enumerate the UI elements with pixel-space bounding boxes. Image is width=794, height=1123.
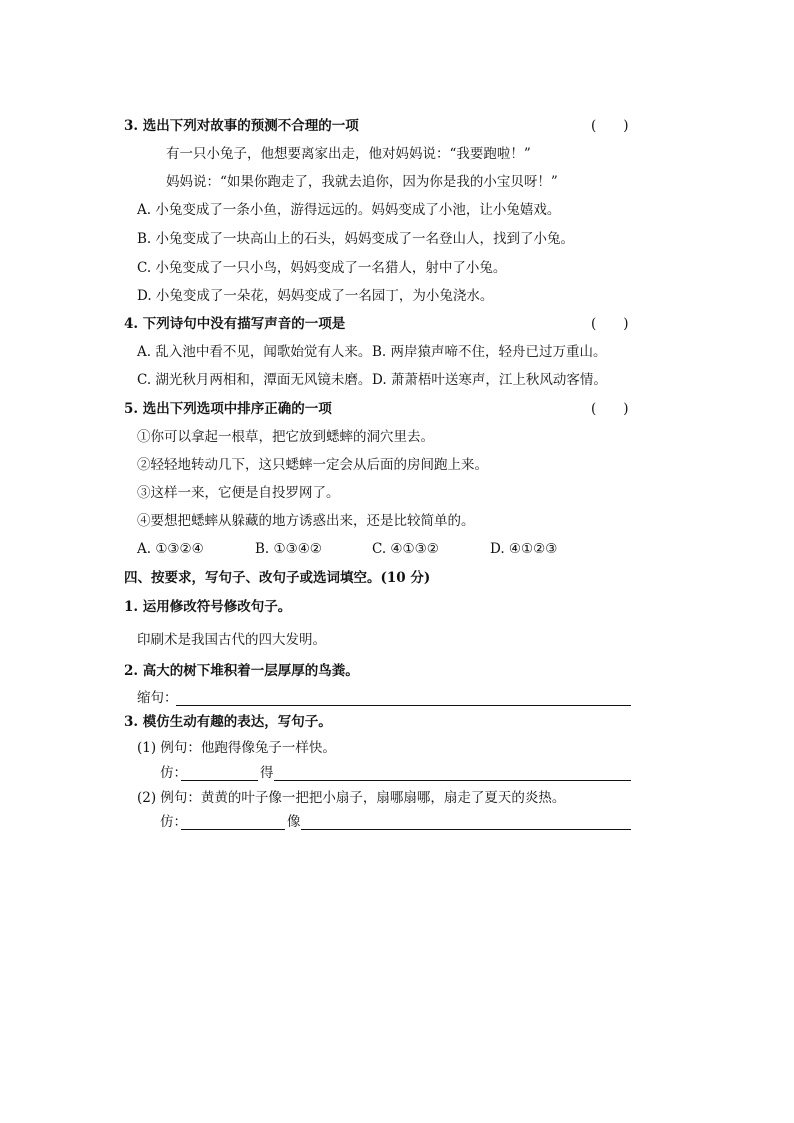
section-4-heading: 四、按要求，写句子、改句子或选词填空。(10 分) (124, 570, 431, 586)
s4-q3-example-2: (2) 例句：黄黄的叶子像一把把小扇子，扇哪扇哪，扇走了夏天的炎热。 (137, 790, 566, 806)
q4-option-a[interactable]: A. 乱入池中看不见，闻歌始觉有人来。 (137, 344, 372, 360)
q5-option-d[interactable]: D. ④①②③ (490, 541, 558, 557)
s4-q1-stem: 1. 运用修改符号修改句子。 (124, 599, 292, 615)
s4-q2-answer-line[interactable] (176, 689, 631, 706)
s4-q2-stem: 2. 高大的树下堆积着一层厚厚的鸟粪。 (124, 663, 359, 679)
q3-story-line-1: 有一只小兔子，他想要离家出走，他对妈妈说：“我要跑啦！” (166, 146, 531, 162)
s4-q1-sentence[interactable]: 印刷术是我国古代的四大发明。 (137, 632, 326, 648)
s4-q3-blank-1a[interactable] (181, 764, 258, 781)
q3-stem: 3. 选出下列对故事的预测不合理的一项 (124, 118, 359, 134)
q3-story-line-2: 妈妈说：“如果你跑走了，我就去追你，因为你是我的小宝贝呀！” (166, 174, 558, 190)
q3-option-a[interactable]: A. 小兔变成了一条小鱼，游得远远的。妈妈变成了小池，让小兔嬉戏。 (137, 202, 561, 218)
q4-stem: 4. 下列诗句中没有描写声音的一项是 (124, 316, 346, 332)
q3-option-c[interactable]: C. 小兔变成了一只小鸟，妈妈变成了一名猎人，射中了小兔。 (137, 260, 507, 276)
q4-option-b[interactable]: B. 两岸猿声啼不住，轻舟已过万重山。 (372, 344, 607, 360)
q4-option-d[interactable]: D. 萧萧梧叶送寒声，江上秋风动客情。 (372, 372, 607, 388)
q3-option-d[interactable]: D. 小兔变成了一朵花，妈妈变成了一名园丁，为小兔浇水。 (137, 288, 494, 304)
q5-sentence-2: ②轻轻地转动几下，这只蟋蟀一定会从后面的房间跑上来。 (137, 457, 488, 473)
s4-q3-blank-2b[interactable] (301, 813, 631, 830)
q4-option-c[interactable]: C. 湖光秋月两相和，潭面无风镜未磨。 (137, 372, 372, 388)
q5-option-b[interactable]: B. ①③④② (255, 541, 322, 557)
q5-answer-paren[interactable]: ( ) (591, 401, 629, 417)
s4-q3-fang-label-1: 仿： (160, 765, 187, 781)
q4-answer-paren[interactable]: ( ) (591, 316, 629, 332)
q5-option-c[interactable]: C. ④①③② (372, 541, 439, 557)
s4-q3-example-1: (1) 例句：他跑得像兔子一样快。 (137, 740, 336, 756)
s4-q3-de-char: 得 (260, 765, 274, 781)
s4-q3-xiang-char: 像 (287, 814, 301, 830)
s4-q3-fang-label-2: 仿： (160, 814, 187, 830)
q3-answer-paren[interactable]: ( ) (591, 118, 629, 134)
q5-sentence-1: ①你可以拿起一根草，把它放到蟋蟀的洞穴里去。 (137, 429, 434, 445)
q5-sentence-4: ④要想把蟋蟀从躲藏的地方诱惑出来，还是比较简单的。 (137, 513, 475, 529)
q5-sentence-3: ③这样一来，它便是自投罗网了。 (137, 485, 340, 501)
q5-option-a[interactable]: A. ①③②④ (137, 541, 204, 557)
s4-q3-blank-1b[interactable] (274, 764, 631, 781)
s4-q3-stem: 3. 模仿生动有趣的表达，写句子。 (124, 714, 332, 730)
s4-q2-label: 缩句： (137, 690, 178, 706)
q3-option-b[interactable]: B. 小兔变成了一块高山上的石头，妈妈变成了一名登山人，找到了小兔。 (137, 231, 575, 247)
q5-stem: 5. 选出下列选项中排序正确的一项 (124, 401, 332, 417)
s4-q3-blank-2a[interactable] (181, 813, 285, 830)
